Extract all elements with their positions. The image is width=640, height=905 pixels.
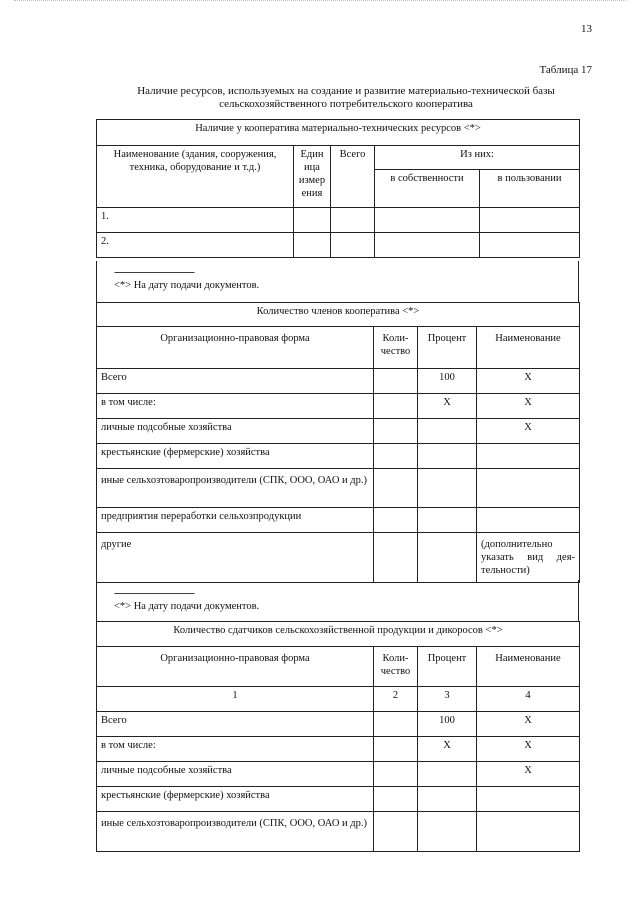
member-row-form: иные сельхозтоваропроизводители (СПК, ООО, ОАО и др.) xyxy=(97,469,374,508)
supplier-row-form: Всего xyxy=(97,712,374,737)
member-row-form: личные подсобные хозяйства xyxy=(97,419,374,444)
col-name: Наименование xyxy=(477,647,580,687)
table-cell xyxy=(375,208,480,233)
suppliers-table xyxy=(96,621,580,852)
member-row-name: X xyxy=(477,394,580,419)
table-cell xyxy=(294,233,331,258)
supplier-row-form: личные подсобные хозяйства xyxy=(97,762,374,787)
member-row-qty xyxy=(374,533,418,583)
members-table xyxy=(96,302,580,583)
member-row-pct xyxy=(418,444,477,469)
supplier-row-form: в том числе: xyxy=(97,737,374,762)
table-cell xyxy=(331,208,375,233)
member-row-name: X xyxy=(477,369,580,394)
col-percent: Процент xyxy=(418,327,477,369)
table-cell xyxy=(375,233,480,258)
member-row-form: крестьянские (фермерские) хозяйства xyxy=(97,444,374,469)
footnote-1-dashes: -------------------------------- xyxy=(114,267,194,278)
col-number: 4 xyxy=(477,687,580,712)
supplier-row-qty xyxy=(374,737,418,762)
document-title-line-2: сельскохозяйственного потребительского кооператива xyxy=(219,98,473,110)
member-row-qty xyxy=(374,444,418,469)
supplier-row-name: X xyxy=(477,762,580,787)
page-number: 13 xyxy=(581,23,592,35)
col-in-use: в пользовании xyxy=(480,170,580,208)
member-row-name: (дополнительно указать вид дея-тельности) xyxy=(477,533,580,583)
footnote-2-dashes: -------------------------------- xyxy=(114,588,194,599)
document-title xyxy=(96,85,596,111)
col-number: 3 xyxy=(418,687,477,712)
member-row-qty xyxy=(374,394,418,419)
supplier-row-pct xyxy=(418,787,477,812)
col-name: Наименование xyxy=(477,327,580,369)
member-row-name: X xyxy=(477,419,580,444)
document-title-line-1: Наличие ресурсов, используемых на создание и развитие материально-технической базы xyxy=(137,85,555,97)
supplier-row-qty xyxy=(374,712,418,737)
supplier-row-pct: X xyxy=(418,737,477,762)
resource-row-label: 1. xyxy=(97,208,294,233)
suppliers-header: Количество сдатчиков сельскохозяйственной продукции и дикоросов <*> xyxy=(97,622,580,647)
supplier-row-qty xyxy=(374,812,418,852)
member-row-qty xyxy=(374,469,418,508)
member-row-pct xyxy=(418,533,477,583)
supplier-row-pct xyxy=(418,762,477,787)
member-row-pct xyxy=(418,419,477,444)
scan-top-edge xyxy=(14,0,626,3)
member-row-form: предприятия переработки сельхозпродукции xyxy=(97,508,374,533)
col-quantity: Коли-чество xyxy=(374,647,418,687)
table-label: Таблица 17 xyxy=(539,64,592,76)
member-row-pct: 100 xyxy=(418,369,477,394)
supplier-row-qty xyxy=(374,787,418,812)
col-total: Всего xyxy=(331,146,375,208)
member-row-name xyxy=(477,508,580,533)
member-row-form: другие xyxy=(97,533,374,583)
supplier-row-pct xyxy=(418,812,477,852)
supplier-row-name: X xyxy=(477,712,580,737)
member-row-pct xyxy=(418,508,477,533)
table-cell xyxy=(294,208,331,233)
footnote-1 xyxy=(114,266,259,292)
col-unit: Един ица измер ения xyxy=(294,146,331,208)
resources-table xyxy=(96,119,580,258)
member-row-form: в том числе: xyxy=(97,394,374,419)
col-number: 2 xyxy=(374,687,418,712)
footnote-1-text: <*> На дату подачи документов. xyxy=(114,280,260,291)
col-legal-form: Организационно-правовая форма xyxy=(97,647,374,687)
member-row-name xyxy=(477,444,580,469)
resources-header: Наличие у кооператива материально-технических ресурсов <*> xyxy=(97,120,580,146)
supplier-row-name: X xyxy=(477,737,580,762)
table-cell xyxy=(480,233,580,258)
members-header: Количество членов кооператива <*> xyxy=(97,303,580,327)
supplier-row-name xyxy=(477,812,580,852)
col-owned: в собственности xyxy=(375,170,480,208)
footnote-2 xyxy=(114,587,259,613)
member-row-name xyxy=(477,469,580,508)
member-row-qty xyxy=(374,419,418,444)
member-row-qty xyxy=(374,369,418,394)
col-of-them: Из них: xyxy=(375,146,580,170)
member-row-qty xyxy=(374,508,418,533)
supplier-row-form: крестьянские (фермерские) хозяйства xyxy=(97,787,374,812)
table-cell xyxy=(480,208,580,233)
col-quantity: Коли-чество xyxy=(374,327,418,369)
supplier-row-pct: 100 xyxy=(418,712,477,737)
resource-row-label: 2. xyxy=(97,233,294,258)
col-percent: Процент xyxy=(418,647,477,687)
supplier-row-qty xyxy=(374,762,418,787)
table-cell xyxy=(331,233,375,258)
footnote-2-text: <*> На дату подачи документов. xyxy=(114,601,260,612)
col-legal-form: Организационно-правовая форма xyxy=(97,327,374,369)
supplier-row-name xyxy=(477,787,580,812)
col-number: 1 xyxy=(97,687,374,712)
col-resource-name: Наименование (здания, сооружения, техника, оборудование и т.д.) xyxy=(97,146,294,208)
member-row-pct: X xyxy=(418,394,477,419)
member-row-pct xyxy=(418,469,477,508)
member-row-form: Всего xyxy=(97,369,374,394)
supplier-row-form: иные сельхозтоваропроизводители (СПК, ООО, ОАО и др.) xyxy=(97,812,374,852)
